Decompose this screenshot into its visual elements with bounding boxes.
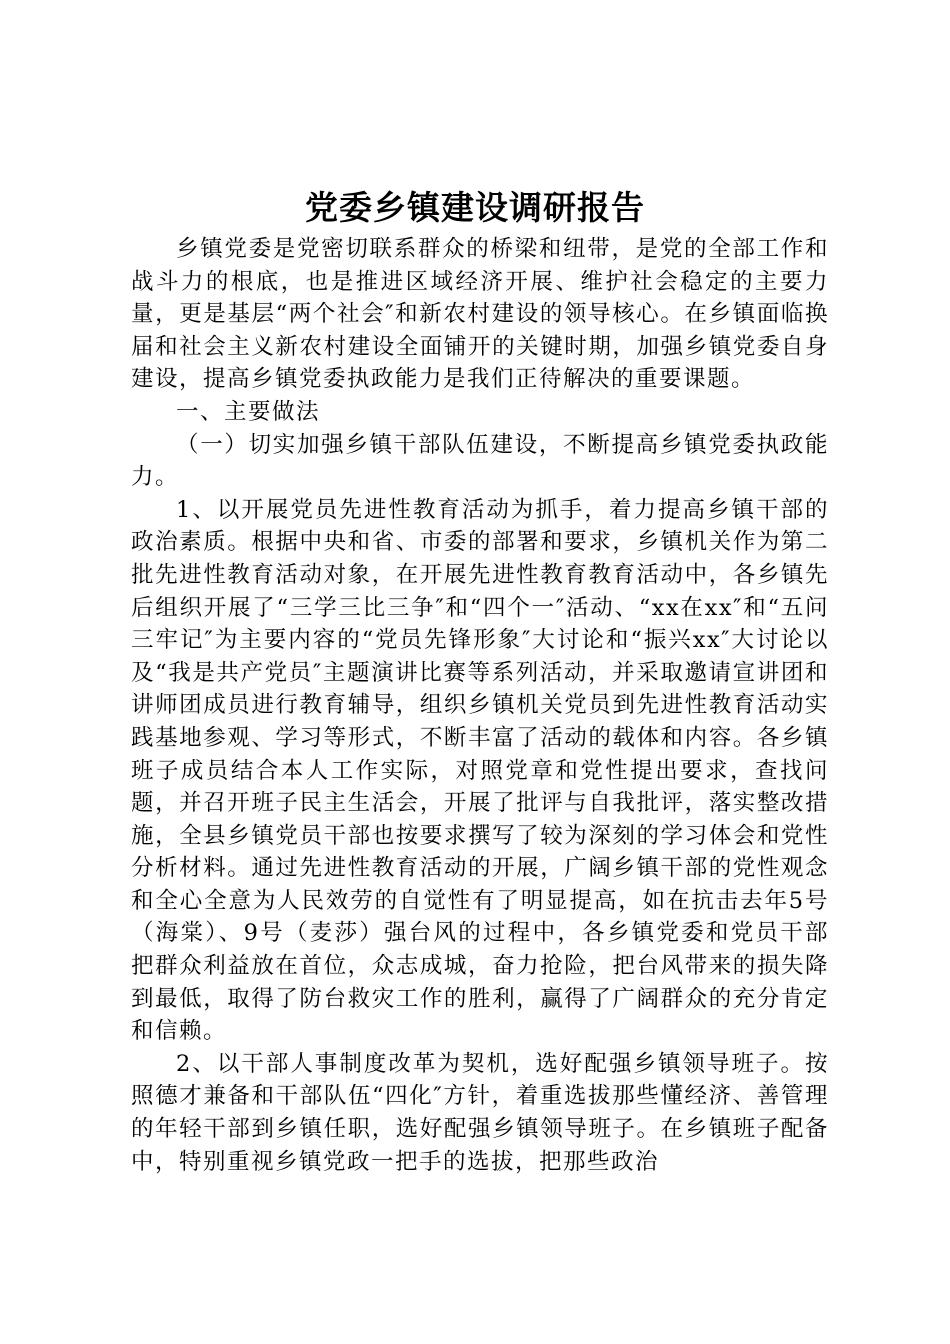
paragraph-intro: 乡镇党委是党密切联系群众的桥梁和纽带，是党的全部工作和战斗力的根底，也是推进区域经济开展、维护社会稳定的主要力量，更是基层“两个社会″和新农村建设的领导核心。在乡镇面临换届和社会主义新农村建设全面铺开的关键时期，加强乡镇党委自身建设，提高乡镇党委执政能力是我们正待解决的重要课题。 — [131, 236, 829, 393]
subsection-heading-1: （一）切实加强乡镇干部队伍建设，不断提高乡镇党委执政能力。 — [131, 431, 829, 491]
document-title: 党委乡镇建设调研报告 — [305, 188, 645, 227]
document-body — [131, 233, 829, 1178]
paragraph-item-2: 2、以干部人事制度改革为契机，选好配强乡镇领导班子。按照德才兼备和干部队伍“四化″方针，着重选拔那些懂经济、善管理的年轻干部到乡镇任职，选好配强乡镇领导班子。在乡镇班子配备中，特别重视乡镇党政一把手的选拔，把那些政治 — [131, 1050, 829, 1175]
paragraph-item-1: 1、以开展党员先进性教育活动为抓手，着力提高乡镇干部的政治素质。根据中央和省、市委的部署和要求，乡镇机关作为第二批先进性教育活动对象，在开展先进性教育教育活动中，各乡镇先后组织开展了“三学三比三争″和“四个一″活动、“xx在xx″和“五问三牢记″为主要内容的“党员先锋形象″大讨论和“振兴xx″大讨论以及“我是共产党员″主题演讲比赛等系列活动，并采取邀请宣讲团和讲师团成员进行教育辅导，组织乡镇机关党员到先进性教育活动实践基地参观、学习等形式，不断丰富了活动的载体和内容。各乡镇班子成员结合本人工作实际，对照党章和党性提出要求，查找问题，并召开班子民主生活会，开展了批评与自我批评，落实整改措施，全县乡镇党员干部也按要求撰写了较为深刻的学习体会和党性分析材料。通过先进性教育活动的开展，广阔乡镇干部的党性观念和全心全意为人民效劳的自觉性有了明显提高，如在抗击去年5号（海棠）、9号（麦莎）强台风的过程中，各乡镇党委和党员干部把群众利益放在首位，众志成城，奋力抢险，把台风带来的损失降到最低，取得了防台救灾工作的胜利，赢得了广阔群众的充分肯定和信赖。 — [131, 496, 829, 1045]
section-heading-main-practices: 一、主要做法 — [176, 398, 321, 425]
